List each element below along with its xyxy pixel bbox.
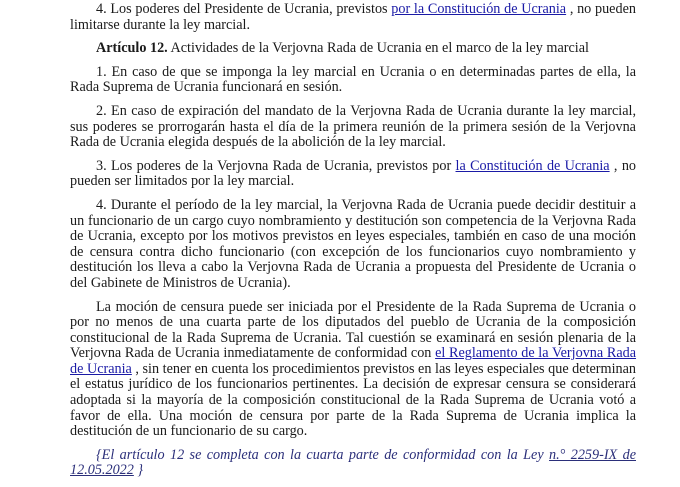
paragraph-mandate-expiration: 2. En caso de expiración del mandato de la Verjovna Rada de Ucrania durante la ley marcial, sus poderes se prorrogarán hasta el día de la primera reunión de la primera sesión de la Verjovna Rada de Ucrania elegida después de la abolición de la ley marcial. <box>70 102 636 151</box>
paragraph-text: La moción de censura puede ser iniciada por el Presidente de la Rada Suprema de Ucrania o por no menos de una cuarta parte de los diputados del pueblo de Ucrania de la composición constitucional de la Rada Suprema de Ucrania. Tal cuestión se examinará en sesión plenaria de la Verjovna Rada de Ucrania inmediatamente de conformidad con <box>70 298 636 362</box>
note-text: {El artículo 12 se completa con la cuarta parte de conformidad con la Ley <box>96 446 550 463</box>
constitution-link[interactable]: la Constitución de Ucrania <box>455 157 610 174</box>
paragraph-text: , no pueden ser limitados por la ley marcial. <box>70 157 637 190</box>
constitution-link[interactable]: por la Constitución de Ucrania <box>391 1 567 17</box>
amendment-note <box>70 448 636 479</box>
paragraph-rada-powers <box>70 159 636 190</box>
rada-regulations-link[interactable]: el Reglamento de la Verjovna Rada de Ucrania <box>70 345 637 377</box>
paragraph-text: 3. Los poderes de la Verjovna Rada de Ucrania, previstos por <box>96 157 456 174</box>
article-heading <box>70 41 636 57</box>
note-text: } <box>133 462 144 479</box>
paragraph-text: , no pueden limitarse durante la ley marcial. <box>70 1 636 33</box>
paragraph-text: 4. Los poderes del Presidente de Ucrania, previstos <box>96 1 392 17</box>
document-body <box>70 0 636 487</box>
paragraph-presidential-powers <box>70 2 636 33</box>
article-number: Artículo 12. <box>96 40 168 57</box>
paragraph-session: 1. En caso de que se imponga la ley marcial en Ucrania o en determinadas partes de ella, la Rada Suprema de Ucrania funcionará en sesión. <box>70 63 636 96</box>
paragraph-censure-motion <box>70 300 636 440</box>
paragraph-text: , sin tener en cuenta los procedimientos previstos en las leyes especiales que determinan el estatus jurídico de los funcionarios pertinentes. La decisión de expresar censura se considerará adoptada si la mayoría de la composición constitucional de la Rada Suprema de Ucrania votó a favor de ella. Una moción de censura por parte de la Rada Suprema de Ucrania implica la destitución de un funcionario de su cargo. <box>70 360 636 440</box>
law-link[interactable]: n.° 2259-IX de 12.05.2022 <box>70 446 636 479</box>
paragraph-dismissal: 4. Durante el período de la ley marcial, la Verjovna Rada de Ucrania puede decidir destituir a un funcionario de un cargo cuyo nombramiento y destitución son competencia de la Verjovna Rada de Ucrania, excepto por los motivos previstos en leyes especiales, también en caso de una moción de censura contra dicho funcionario (con excepción de los funcionarios cuyo nombramiento y destitución los lleva a cabo la Verjovna Rada de Ucrania a propuesta del Presidente de Ucrania o del Gabinete de Ministros de Ucrania). <box>70 196 636 291</box>
article-title: Actividades de la Verjovna Rada de Ucrania en el marco de la ley marcial <box>167 40 589 57</box>
